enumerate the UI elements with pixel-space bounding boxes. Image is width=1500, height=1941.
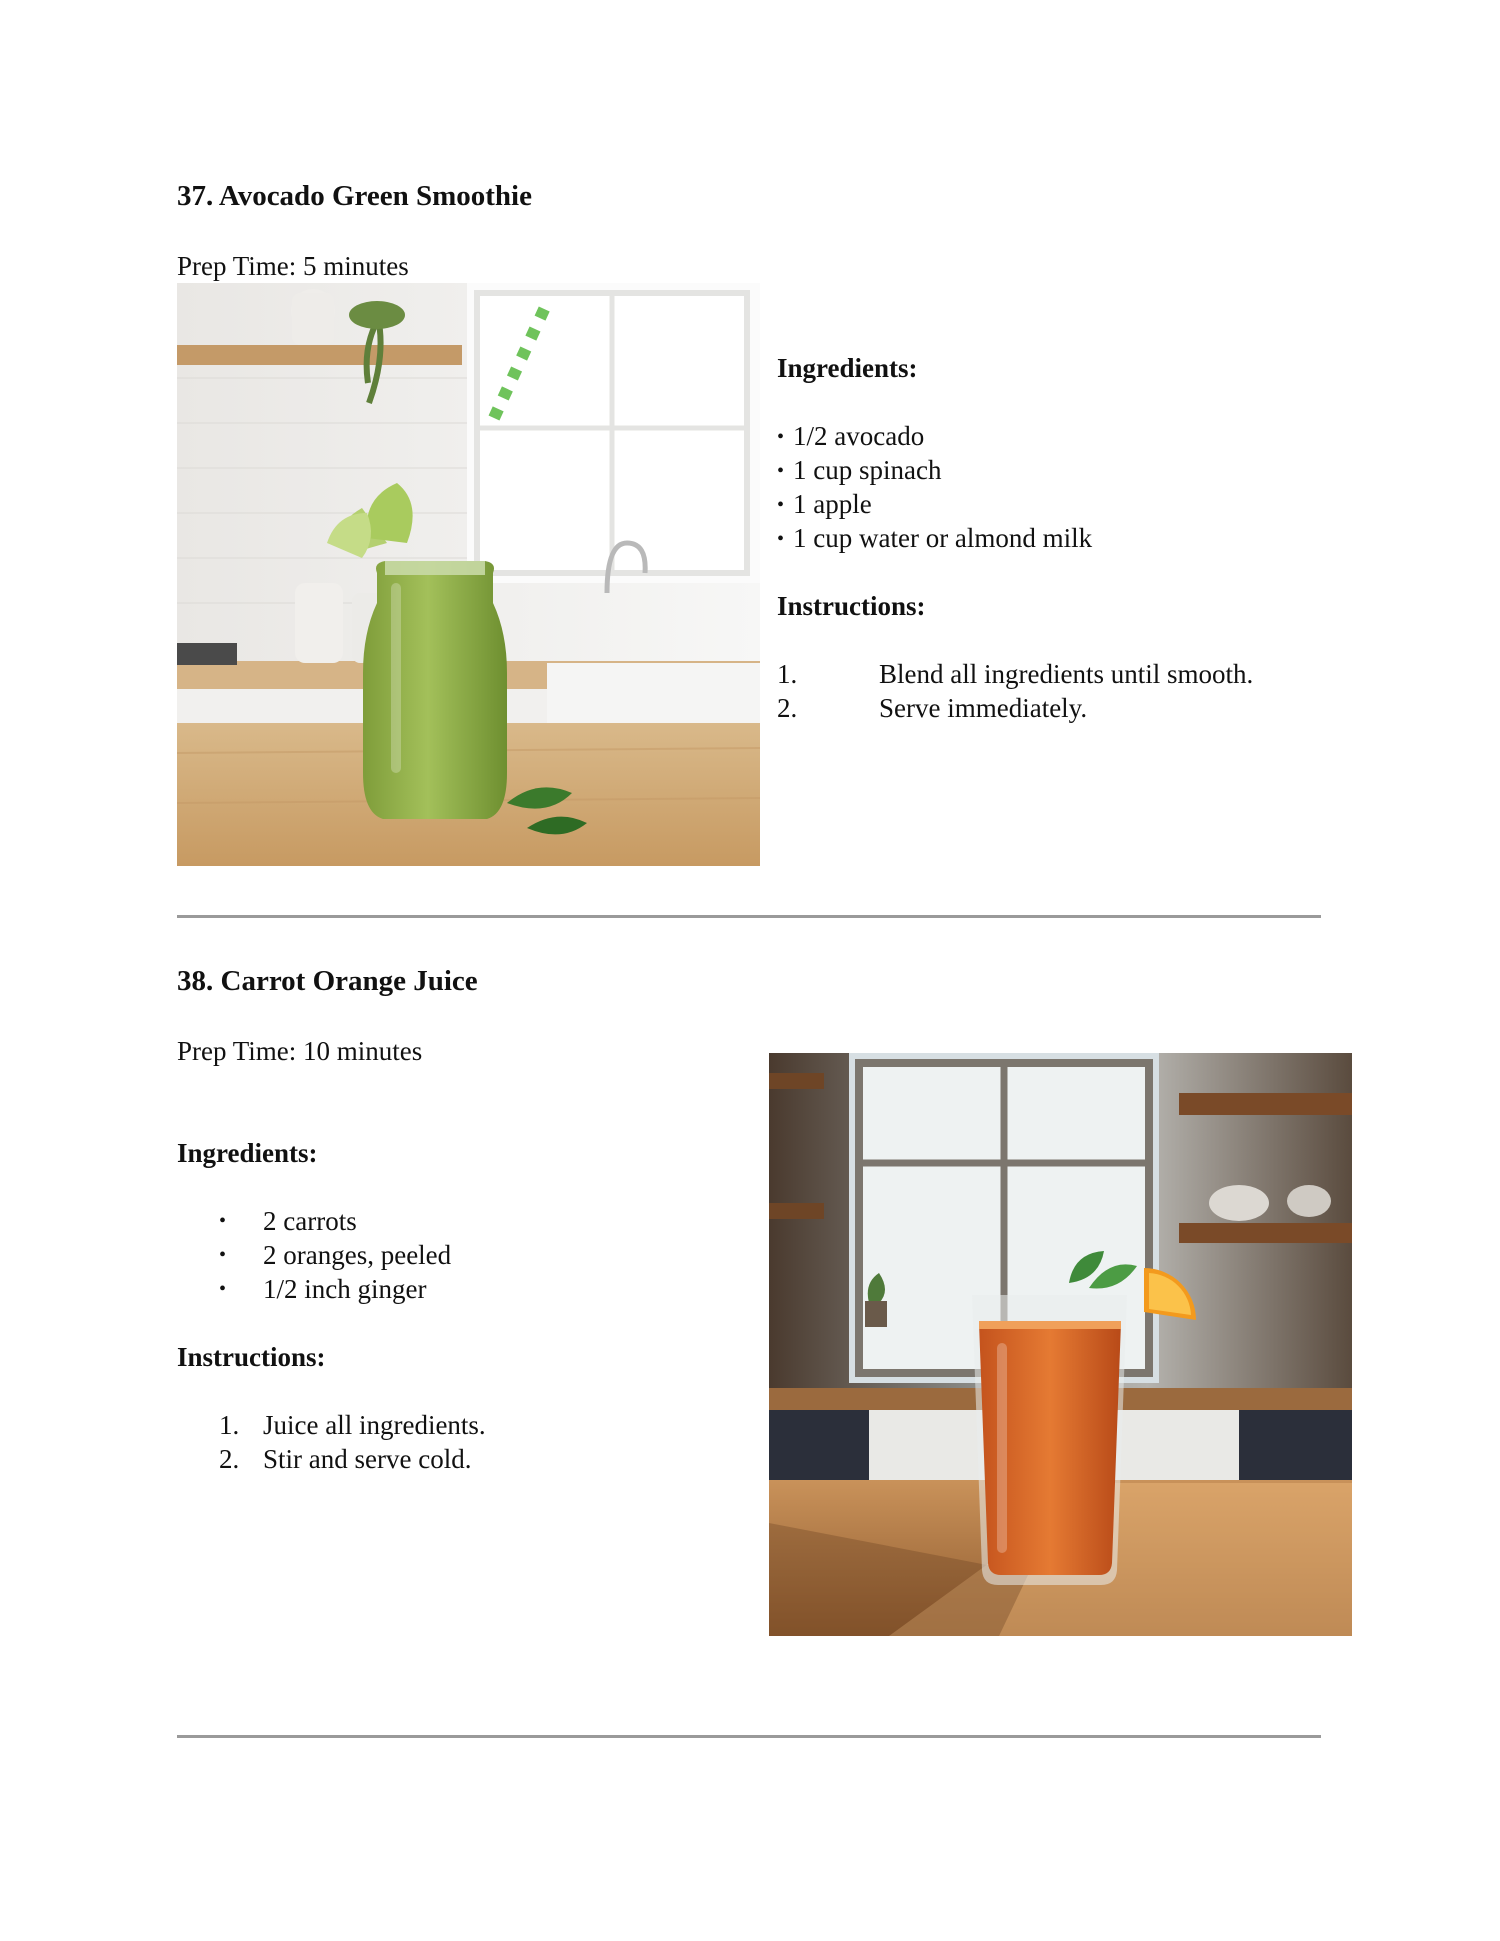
step-text: Juice all ingredients. [263,1410,486,1440]
step-text: Stir and serve cold. [263,1444,472,1474]
bullet-icon: • [219,1244,227,1266]
step-number: 2. [777,693,798,723]
section-divider [177,1735,1321,1738]
step-number: 1. [219,1410,240,1440]
ingredient-text: 1/2 avocado [793,421,925,451]
ingredients-heading: Ingredients: [177,1138,318,1168]
instructions-heading: Instructions: [177,1342,326,1372]
list-item [777,521,1092,556]
ingredient-text: 2 carrots [263,1206,357,1236]
ingredients-heading: Ingredients: [777,353,918,383]
bullet-icon: • [777,426,785,448]
bullet-icon: • [777,460,785,482]
list-item [777,419,924,454]
smoothie-photo [177,283,760,866]
juice-photo [769,1053,1352,1636]
bullet-icon: • [219,1278,227,1300]
step-number: 1. [777,659,798,689]
step-text: Blend all ingredients until smooth. [879,659,1254,689]
ingredient-text: 2 oranges, peeled [263,1240,452,1270]
section-divider [177,915,1321,918]
step-text: Serve immediately. [879,693,1088,723]
recipe-title: 38. Carrot Orange Juice [177,965,478,997]
bullet-icon: • [777,494,785,516]
recipe-title: 37. Avocado Green Smoothie [177,180,532,212]
step-number: 2. [219,1444,240,1474]
prep-time: Prep Time: 10 minutes [177,1036,423,1066]
bullet-icon: • [219,1210,227,1232]
bullet-icon: • [777,528,785,550]
instructions-heading: Instructions: [777,591,926,621]
list-item [777,487,872,522]
ingredient-text: 1 apple [793,489,872,519]
list-item [777,453,941,488]
ingredient-text: 1 cup water or almond milk [793,523,1093,553]
ingredient-text: 1 cup spinach [793,455,942,485]
prep-time: Prep Time: 5 minutes [177,251,409,281]
ingredient-text: 1/2 inch ginger [263,1274,427,1304]
